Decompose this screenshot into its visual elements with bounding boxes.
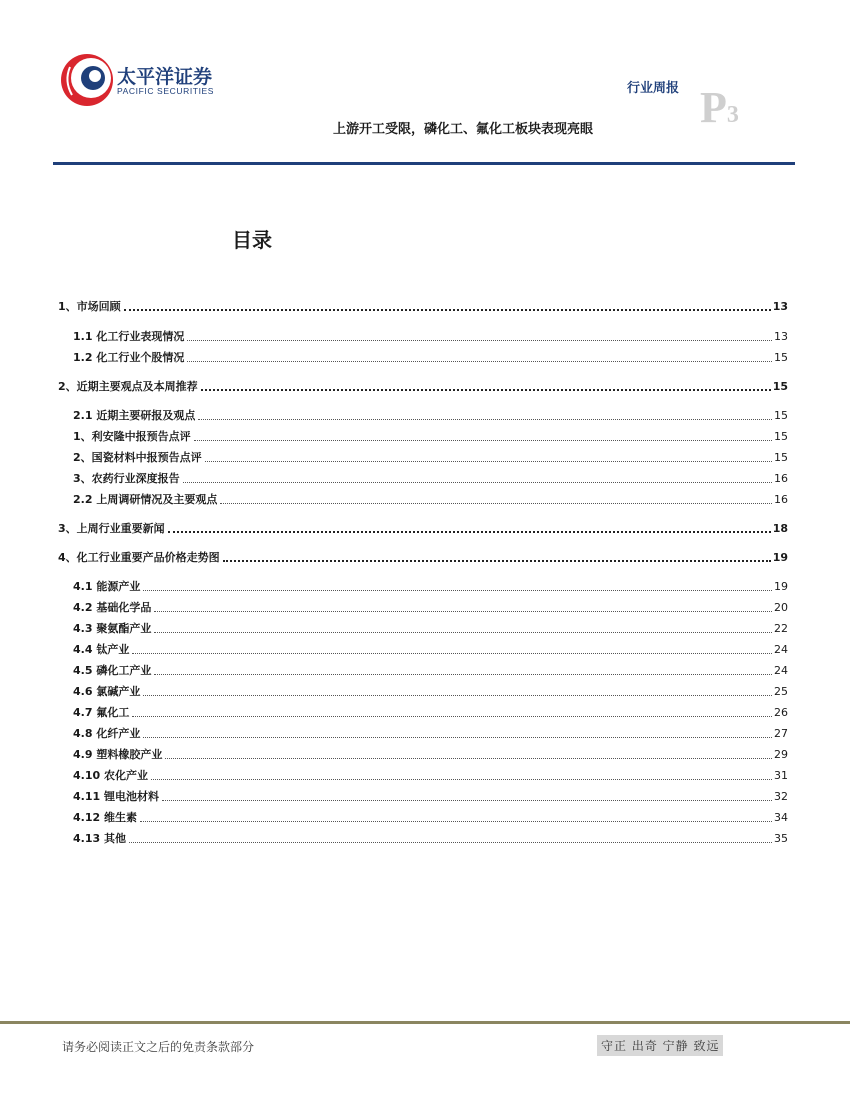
report-subtitle: 上游开工受限，磷化工、氟化工板块表现亮眼 (333, 122, 594, 137)
toc-leader-dots (154, 631, 772, 633)
toc-entry[interactable] (58, 660, 788, 678)
toc-entry-page: 35 (774, 832, 788, 845)
toc-entry[interactable] (58, 597, 788, 615)
toc-entry[interactable] (58, 828, 788, 846)
brand-name-cn: 太平洋证券 (117, 66, 213, 88)
toc-entry-page: 34 (774, 811, 788, 824)
toc-entry-label: 2.1 近期主要研报及观点 (73, 409, 196, 422)
toc-leader-dots (151, 778, 772, 780)
page-marker-letter: P (700, 83, 727, 132)
toc-leader-dots (165, 757, 772, 759)
toc-leader-dots (220, 502, 772, 504)
toc-entry[interactable] (58, 489, 788, 507)
toc-leader-dots (124, 308, 771, 311)
toc-entry[interactable] (58, 326, 788, 344)
toc-entry[interactable] (58, 723, 788, 741)
toc-entry[interactable] (58, 405, 788, 423)
toc-entry-page: 19 (774, 580, 788, 593)
toc-entry[interactable] (58, 639, 788, 657)
toc-entry-page: 26 (774, 706, 788, 719)
toc-entry-label: 1、市场回顾 (58, 300, 121, 313)
brand-name-en: PACIFIC SECURITIES (117, 86, 215, 96)
toc-entry-page: 22 (774, 622, 788, 635)
toc-entry-label: 4.6 氯碱产业 (73, 685, 141, 698)
toc-leader-dots (143, 589, 772, 591)
toc-entry-page: 25 (774, 685, 788, 698)
page-marker-number: 3 (726, 102, 739, 128)
toc-leader-dots (201, 388, 771, 391)
toc-entry-page: 32 (774, 790, 788, 803)
toc-entry[interactable] (58, 426, 788, 444)
toc-entry-page: 13 (774, 330, 788, 343)
toc-entry-page: 19 (772, 551, 788, 564)
footer-divider (0, 1021, 850, 1024)
toc-entry-label: 3、上周行业重要新闻 (58, 522, 165, 535)
toc-leader-dots (198, 418, 772, 420)
toc-entry-page: 15 (774, 351, 788, 364)
toc-entry-label: 1、利安隆中报预告点评 (73, 430, 191, 443)
toc-entry-label: 4.11 锂电池材料 (73, 790, 159, 803)
toc-entry-label: 4.10 农化产业 (73, 769, 148, 782)
toc-entry[interactable] (58, 744, 788, 762)
toc-entry-page: 15 (774, 451, 788, 464)
toc-entry-label: 2、国瓷材料中报预告点评 (73, 451, 202, 464)
toc-entry-label: 4、化工行业重要产品价格走势图 (58, 551, 220, 564)
toc-entry[interactable] (58, 807, 788, 825)
disclaimer-text: 请务必阅读正文之后的免责条款部分 (62, 1040, 255, 1054)
company-motto: 守正 出奇 宁静 致远 (597, 1035, 723, 1056)
toc-leader-dots (143, 694, 772, 696)
toc-entry-label: 4.4 钛产业 (73, 643, 130, 656)
toc-entry[interactable] (58, 786, 788, 804)
toc-entry-label: 4.9 塑料橡胶产业 (73, 748, 163, 761)
toc-entry-page: 20 (774, 601, 788, 614)
toc-entry-page: 18 (772, 522, 788, 535)
toc-entry[interactable] (58, 702, 788, 720)
toc-entry-label: 1.1 化工行业表现情况 (73, 330, 185, 343)
toc-leader-dots (205, 460, 772, 462)
toc-entry-page: 29 (774, 748, 788, 761)
toc-leader-dots (223, 559, 771, 562)
toc-entry-label: 1.2 化工行业个股情况 (73, 351, 185, 364)
toc-entry[interactable] (58, 681, 788, 699)
toc-leader-dots (187, 360, 772, 362)
toc-entry-page: 16 (774, 472, 788, 485)
toc-entry-label: 4.1 能源产业 (73, 580, 141, 593)
toc-entry-page: 24 (774, 643, 788, 656)
toc-entry[interactable] (58, 618, 788, 636)
toc-leader-dots (187, 339, 772, 341)
toc-entry-label: 4.12 维生素 (73, 811, 137, 824)
toc-entry[interactable] (58, 765, 788, 783)
toc-entry-label: 4.5 磷化工产业 (73, 664, 152, 677)
report-type: 行业周报 (627, 81, 680, 96)
toc-entry-page: 27 (774, 727, 788, 740)
toc-entry[interactable] (58, 376, 788, 394)
toc-entry[interactable] (58, 518, 788, 536)
toc-leader-dots (154, 673, 772, 675)
toc-entry-page: 15 (774, 430, 788, 443)
toc-entry-label: 4.8 化纤产业 (73, 727, 141, 740)
toc-entry-label: 2.2 上周调研情况及主要观点 (73, 493, 218, 506)
toc-leader-dots (183, 481, 772, 483)
toc-entry-label: 4.13 其他 (73, 832, 126, 845)
toc-leader-dots (143, 736, 772, 738)
toc-leader-dots (132, 652, 772, 654)
toc-title: 目录 (232, 228, 272, 252)
header-divider (53, 162, 795, 165)
toc-entry-page: 24 (774, 664, 788, 677)
toc-entry-page: 13 (772, 300, 788, 313)
toc-entry-page: 15 (772, 380, 788, 393)
toc-leader-dots (140, 820, 772, 822)
logo-emblem-icon (60, 45, 116, 115)
toc-entry[interactable] (58, 576, 788, 594)
toc-entry[interactable] (58, 547, 788, 565)
toc-entry-label: 2、近期主要观点及本周推荐 (58, 380, 198, 393)
toc-entry-page: 16 (774, 493, 788, 506)
toc-entry-label: 3、农药行业深度报告 (73, 472, 180, 485)
toc-entry-page: 15 (774, 409, 788, 422)
toc-entry-label: 4.3 聚氨酯产业 (73, 622, 152, 635)
toc-entry[interactable] (58, 296, 788, 314)
toc-leader-dots (129, 841, 772, 843)
toc-leader-dots (154, 610, 772, 612)
toc-leader-dots (162, 799, 772, 801)
toc-leader-dots (132, 715, 772, 717)
company-logo (60, 45, 230, 115)
toc-entry-label: 4.2 基础化学品 (73, 601, 152, 614)
toc-entry-label: 4.7 氟化工 (73, 706, 130, 719)
toc-leader-dots (194, 439, 772, 441)
page-marker (700, 82, 739, 133)
toc-entry[interactable] (58, 468, 788, 486)
toc-entry-page: 31 (774, 769, 788, 782)
toc-entry[interactable] (58, 347, 788, 365)
toc-entry[interactable] (58, 447, 788, 465)
toc-leader-dots (168, 530, 771, 533)
